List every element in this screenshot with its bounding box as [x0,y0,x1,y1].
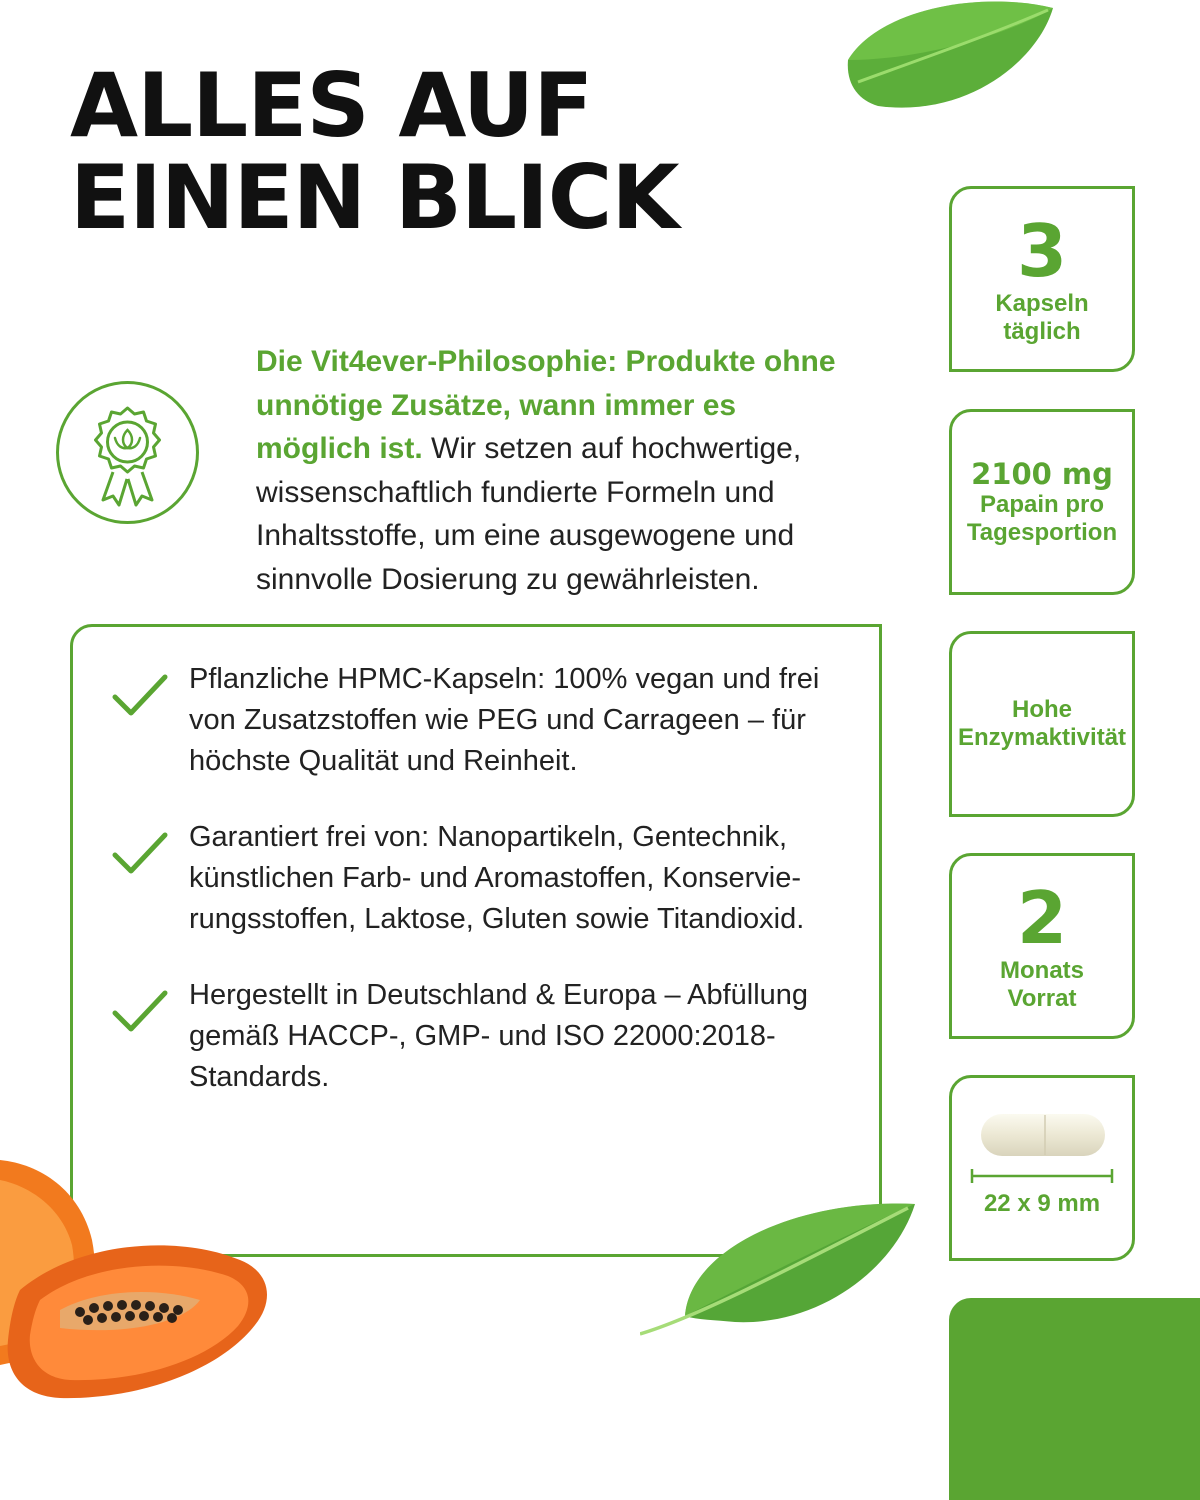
enzyme-label-1: Hohe [1012,696,1072,723]
stat-enzyme [949,631,1135,817]
feature-text: Garantiert frei von: Nanopartikeln, Gentechnik, künstlichen Farb- und Aromastoffen, Konservie-rungsstoffen, Laktose, Gluten sowie Titandioxid. [189,821,805,935]
philosophy-text [256,340,856,601]
papain-label-1: Papain pro [979,491,1105,518]
philosophy-highlight: Die Vit4ever-Philosophie: Produkte ohne unnötige Zusätze, wann immer es möglich ist. [256,345,836,465]
papain-amount: 2100 mg [971,457,1113,491]
papaya-image [0,1150,280,1410]
leaf-top-image [838,0,1058,118]
stat-papain [949,409,1135,595]
stat-capsule-size [949,1075,1135,1261]
capsule-dimension: 22 x 9 mm [983,1190,1101,1217]
capsules-label-1: Kapseln [995,290,1089,317]
stat-supply [949,853,1135,1039]
check-icon [111,987,169,1035]
feature-text: Hergestellt in Deutschland & Europa – Abfüllung gemäß HACCP-, GMP- und ISO 22000:2018-Standards. [189,979,809,1093]
stat-capsules-daily [949,186,1135,372]
dimension-line-icon [967,1168,1117,1184]
quality-seal-icon [55,380,200,525]
supply-label-1: Monats [1000,957,1084,984]
title-line-1: ALLES AUF [70,54,593,157]
green-accent-block [949,1298,1200,1500]
philosophy-body: Wir setzen auf hochwertige, wissenschaftlich fundierte Formeln und Inhaltsstoffe, um eine ausgewogene und sinnvolle Dosierung zu gewährleisten. [256,432,802,596]
leaf-bottom-image [640,1198,920,1338]
page-title [70,54,679,249]
papain-label-2: Tagesportion [966,519,1118,546]
enzyme-label-2: Enzymaktivität [957,724,1127,751]
title-line-2: EINEN BLICK [70,146,679,249]
supply-number: 2 [1016,876,1068,960]
feature-text: Pflanzliche HPMC-Kapseln: 100% vegan und frei von Zusatzstoffen wie PEG und Carrageen – für höchste Qualität und Reinheit. [189,663,820,777]
check-icon [111,829,169,877]
supply-label-2: Vorrat [1007,985,1077,1012]
capsule-icon [967,1106,1117,1166]
check-icon [111,671,169,719]
capsules-number: 3 [1016,209,1068,293]
capsules-label-2: täglich [1003,318,1081,345]
